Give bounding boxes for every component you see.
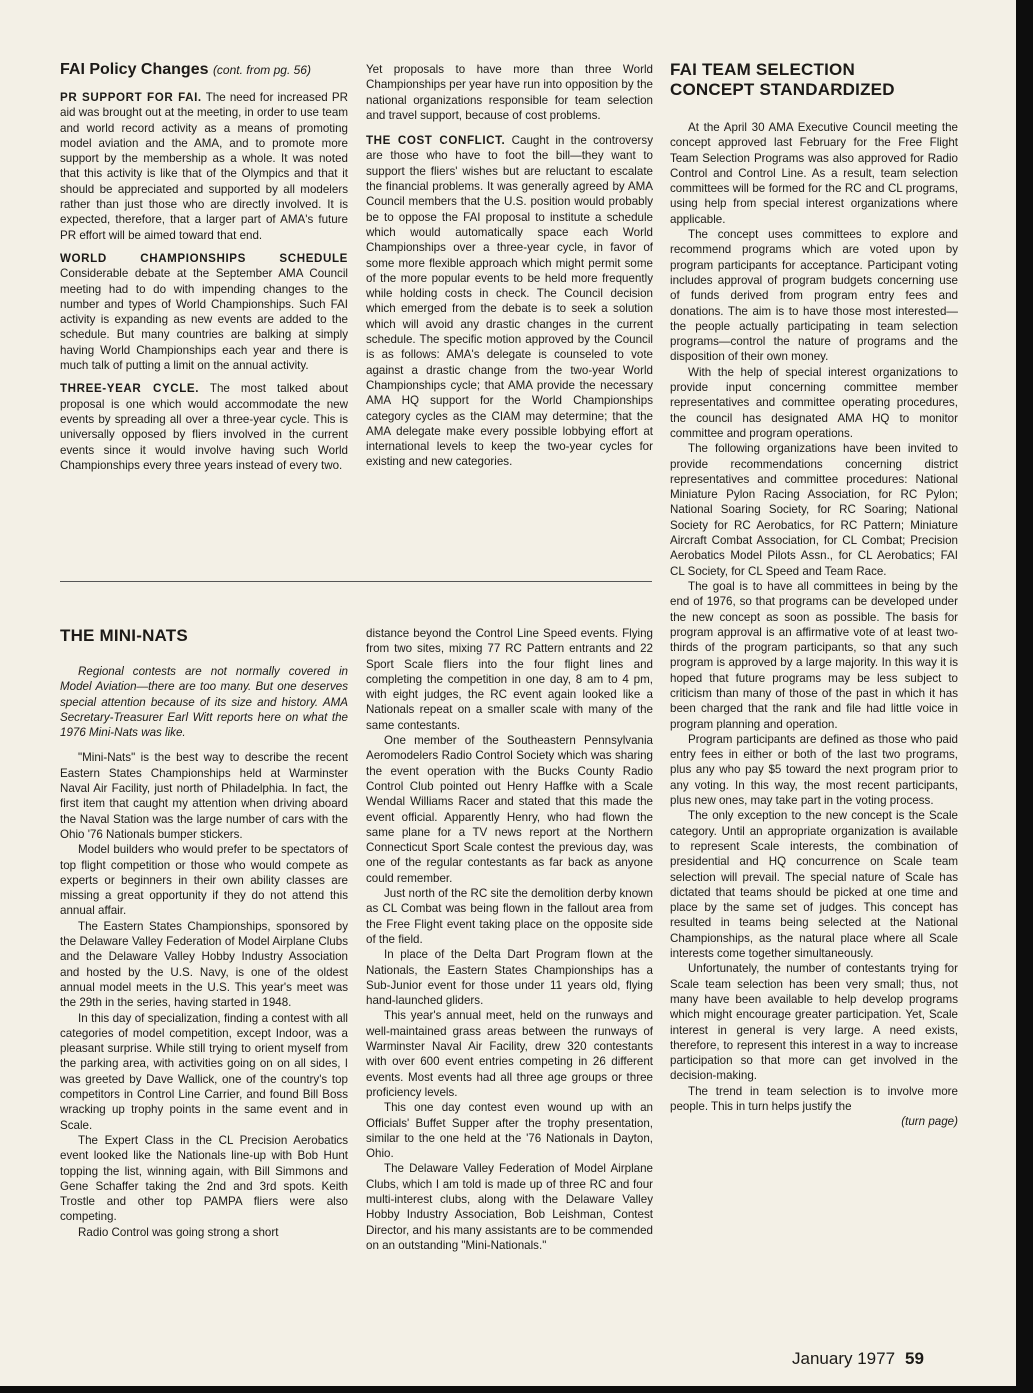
turn-page-note: (turn page) [901,1115,958,1129]
paragraph: In this day of specialization, finding a contest with all categories of model competition, except Indoor, was a pleasant surprise. While still trying to orient myself from the parking area, with activities going on on all sides, I was greeted by Dave Wallick, one of the country's top competitors in Control Line Carrier, and found Bill Boss wracking up trophy points in the same event and in Scale. [60,1011,348,1132]
title-text: FAI Policy Changes [60,61,209,78]
page-number: 59 [905,1349,924,1368]
paragraph: The Eastern States Championships, sponsored by the Delaware Valley Federation of Model Airplane Clubs and the Delaware Valley Hobby Industry Association and hosted by the U.S. Navy, is one of the oldest annual model meets in the U.S. This year's meet was the 29th in the series, having started in 1948. [60,919,348,1010]
article-intro: Regional contests are not normally covered in Model Aviation—there are too many. But one deserves special attention because of its size and history. AMA Secretary-Treasurer Earl Witt reports here on what the 1976 Mini-Nats was like. [60,665,348,740]
column-2-bottom [366,626,653,1253]
paragraph: Program participants are defined as those who paid entry fees in either or both of the last two programs, plus any who pay $5 toward the next program prior to any voting. In this way, the most recent participants, plus new ones, may take part in the voting process. [670,732,958,808]
paragraph: The goal is to have all committees in being by the end of 1976, so that programs can be developed under the new concept as soon as possible. The basis for program approval is an affirmative vote of at least two-thirds of the program participants, so that any such program is approved by a large majority. In this way it is hoped that future programs may be less subject to criticism than many of those of the past in which it has been charged that the rank and file had little voice in program planning and operation. [670,579,958,731]
paragraph: The Expert Class in the CL Precision Aerobatics event looked like the Nationals line-up with Bob Hunt topping the list, winning again, with Bill Simmons and Gene Schaffer taking the 2nd and 3rd spots. Keith Trostle and other top PAMPA fliers were also competing. [60,1133,348,1224]
paragraph: The Delaware Valley Federation of Model Airplane Clubs, which I am told is made up of three RC and four multi-interest clubs, along with the Delaware Valley Hobby Industry Association, Bob Leishman, Contest Director, and his many assistants are to be commended on an outstanding "Mini-Nationals." [366,1162,653,1252]
paragraph: The concept uses committees to explore and recommend programs which are voted upon by program participants for acceptance. Participant voting includes approval of program budgets concerning use of funds derived from program entry fees and donations. The aim is to have those most interested—the people actually participating in team selection programs—control the nature of programs and the disposition of their own money. [670,228,958,364]
body-text: Caught in the controversy are those who have to foot the bill—they want to support the fliers' wishes but are reluctant to escalate the financial problems. It was generally agreed by AMA Council members that the U.S. position would probably be to oppose the FAI proposal to institute a schedule which would automatically space each World Championships over a three-year cycle, in favor of some more flexible approach which might permit some of the more popular events to be held more frequently while holding costs in check. The Council decision which emerged from the debate is to seek a solution which will avoid any drastic changes in the current schedule. The specific motion approved by the Council is as follows: AMA's delegate is counseled to vote against a drastic change from the two-year World Championships cycle; that AMA provide the necessary AMA HQ support for the World Championships category cycles as the CIAM may determine; that the AMA delegate make every possible lobbying effort at international levels to keep the two-year cycles for existing and new categories. [366,134,653,469]
column-1-bottom [60,626,348,1240]
article-title-line-1: FAI TEAM SELECTION [670,60,855,79]
subhead [60,251,348,266]
subhead: THREE-YEAR CYCLE. [60,382,200,396]
paragraph [366,133,653,470]
section-divider [60,581,652,582]
paragraph: The trend in team selection is to involve more people. This in turn helps justify the [670,1084,958,1113]
paragraph: This year's annual meet, held on the runways and well-maintained grass areas between the runways of Warminster Naval Air Facility, drew 320 contestants with over 600 event entries competing in 26 different events. Most events had all three age groups or three proficiency levels. [366,1009,653,1099]
paragraph: Unfortunately, the number of contestants trying for Scale team selection has been very small; thus, not many have been available to help develop programs which might encourage greater participation. Yet, Scale interest in general is very large. A need exists, therefore, to represent this interest in a way to increase participation so that more can get involved in the decision-making. [670,962,958,1083]
paragraph: This one day contest even wound up with an Officials' Buffet Supper after the trophy presentation, similar to the one held at the '76 Nationals in Dayton, Ohio. [366,1101,653,1161]
paragraph: With the help of special interest organizations to provide input concerning committee member representatives and committee operating procedures, the council has designated AMA HQ to monitor committee and program operations. [670,365,958,440]
continued-note: (cont. from pg. 56) [212,63,311,77]
article-title-line-2: CONCEPT STANDARDIZED [670,80,895,99]
paragraph: distance beyond the Control Line Speed events. Flying from two sites, mixing 77 RC Pattern entrants and 22 Sport Scale fliers into the four flight lines and completing the competition in one day, 8 am to 4 pm, with eight judges, the RC event again looked like a Nationals repeat on a smaller scale with many of the same contestants. [366,627,653,732]
column-2-top [366,62,653,470]
paragraph: Radio Control was going strong a short [78,1225,279,1239]
body-text: The need for increased PR aid was brought out at the meeting, in order to use team and world record activity as a means of promoting model aviation and the AMA, and to promote more support by the membership as a whole. It was noted that this activity is like that of the Olympics and that it should be appreciated and supported by all modelers rather than just those who are directly involved. It is expected, therefore, that a larger part of AMA's future PR effort will be aimed toward that end. [60,91,348,242]
subhead-text: WORLD CHAMPIONSHIPS SCHEDULE [60,251,348,265]
paragraph: At the April 30 AMA Executive Council meeting the concept approved last February for the Free Flight Team Selection Programs was also approved for Radio Control and Control Line. As a result, team selection committees will be formed for the RC and CL programs, using help from special interest organizations where applicable. [670,121,958,226]
paragraph: Model builders who would prefer to be spectators of top flight competition or those who would compete as experts or beginners in their own ability classes are missing a great opportunity if they do not attend this annual affair. [60,843,348,918]
body-text: The most talked about proposal is one which would accommodate the new events by spreading all over a three-year cycle. This is universally opposed by fliers involved in the current events since it would involve having such World Championships every three years instead of every two. [60,382,348,472]
page-footer [792,1349,924,1369]
article-title-mini-nats: THE MINI-NATS [60,626,188,645]
subhead: THE COST CONFLICT. [366,134,506,148]
paragraph [60,90,348,243]
paragraph: "Mini-Nats" is the best way to describe the recent Eastern States Championships held at Warminster Naval Air Facility, just north of Philadelphia. In fact, the first item that caught my attention when driving aboard the Naval Station was the large number of cars with the Ohio '76 Nationals bumper stickers. [60,751,348,841]
article-title-fai-policy [60,60,348,80]
paragraph [60,381,348,473]
paragraph: The only exception to the new concept is the Scale category. Until an appropriate organization is available to represent Scale interests, the combination of presidential and HQ concurrence on Scale team selection will prevail. The special nature of Scale has dictated that teams should be picked at one time and place by the same set of judges. This concept has resulted in teams being selected at the National Championships, as the natural place where all Scale interests come together simultaneously. [670,809,958,961]
paragraph: Considerable debate at the September AMA Council meeting had to do with impending changes to the number and types of World Championships. Such FAI activity is expanding as new events are added to the schedule. But many countries are balking at simply having World Championships each year and there is much talk of putting a limit on the annual activity. [60,267,348,373]
subhead: PR SUPPORT FOR FAI. [60,91,202,104]
paragraph: Yet proposals to have more than three World Championships per year have run into opposition by the national organizations responsible for team selection and travel support, because of cost problems. [366,63,653,122]
column-3 [670,60,958,1130]
paragraph: The following organizations have been invited to provide recommendations concerning district representatives and committee procedures: National Miniature Pylon Racing Association, for RC Pylon; National Soaring Society, for RC Soaring; National Society for RC Aerobatics, for RC Pattern; Miniature Aircraft Combat Association, for CL Combat; Precision Aerobatics Model Pilots Assn., for CL Aerobatics; FAI CL Society, for CL Speed and Team Race. [670,442,958,578]
issue-date: January 1977 [792,1349,896,1368]
column-1-top [60,60,348,473]
paragraph: In place of the Delta Dart Program flown at the Nationals, the Eastern States Championships has a Sub-Junior event for those under 11 years old, flying hand-launched gliders. [366,948,653,1008]
paragraph: One member of the Southeastern Pennsylvania Aeromodelers Radio Control Society which was sharing the event operation with the Bucks County Radio Control Club pointed out Henry Haffke with a Scale Wendal Williams Racer and stated that this made the event official. Apparently Henry, who had flown the same plane for a TV news report at the Northern Connecticut Sport Scale contest the previous day, was one of the regular contestants as far back as anyone could remember. [366,734,653,885]
paragraph: Just north of the RC site the demolition derby known as CL Combat was being flown in the fallout area from the Free Flight event taking place on the opposite side of the field. [366,887,653,946]
